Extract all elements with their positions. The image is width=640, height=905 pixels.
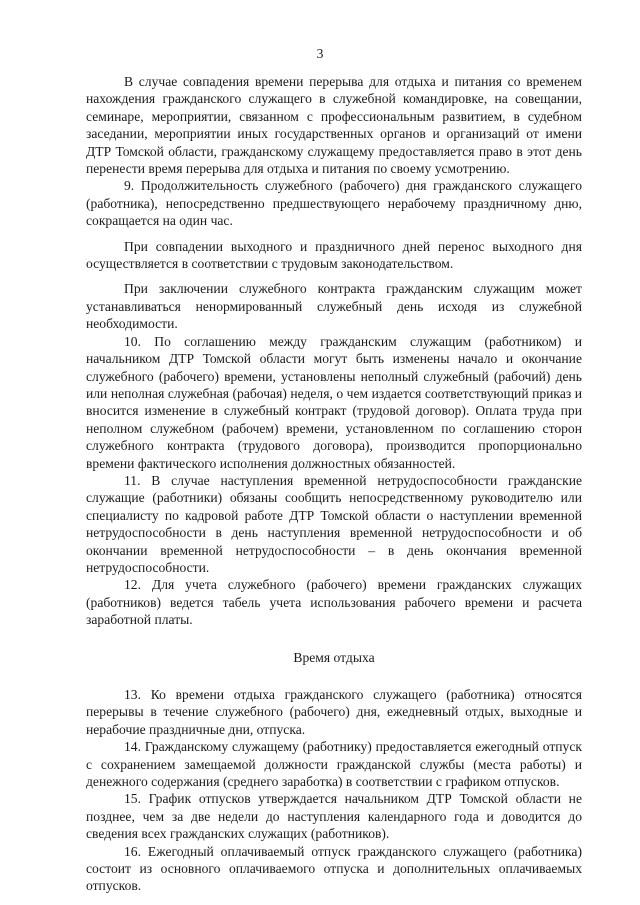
paragraph-12: 12. Для учета служебного (рабочего) времени гражданских служащих (работников) ведется табель учета использования рабочего времени и расчета заработной платы. bbox=[86, 577, 582, 628]
paragraph-break-overlap: В случае совпадения времени перерыва для отдыха и питания со временем нахождения гражданского служащего в служебной командировке, на совещании, семинаре, мероприятии, связанном с профессиональным развитием, в судебном заседании, мероприятии иных государственных органов и организаций от имени ДТР Томской области, гражданскому служащему предоставляется право в этот день перенести время перерыва для отдыха и питания по своему усмотрению. bbox=[86, 74, 582, 177]
paragraph-15: 15. График отпусков утверждается начальником ДТР Томской области не позднее, чем за две недели до наступления календарного года и доводится до сведения всех гражданских служащих (работников). bbox=[86, 791, 582, 842]
paragraph-9: 9. Продолжительность служебного (рабочего) дня гражданского служащего (работника), непосредственно предшествующего нерабочему праздничному дню, сокращается на один час. bbox=[86, 178, 582, 229]
paragraph-11: 11. В случае наступления временной нетрудоспособности гражданские служащие (работники) обязаны сообщить непосредственному руководителю или специалисту по кадровой работе ДТР Томской области о наступлении временной нетрудоспособности в день наступления временной нетрудоспособности и об окончании временной нетрудоспособности – в день окончания временной нетрудоспособности. bbox=[86, 472, 582, 575]
paragraph-13: 13. Ко времени отдыха гражданского служащего (работника) относятся перерывы в течение служебного (рабочего) дня, ежедневный отдых, выходные и нерабочие праздничные дни, отпуска. bbox=[86, 687, 582, 737]
document-body bbox=[86, 73, 582, 895]
paragraph-holiday-transfer: При совпадении выходного и праздничного дней перенос выходного дня осуществляется в соответствии с трудовым законодательством. bbox=[86, 238, 582, 272]
paragraph-16: 16. Ежегодный оплачиваемый отпуск гражданского служащего (работника) состоит из основного оплачиваемого отпуска и дополнительных оплачиваемых отпусков. bbox=[86, 843, 582, 894]
page-number: 3 bbox=[316, 46, 324, 61]
section-heading: Время отдыха bbox=[293, 649, 375, 665]
paragraph-irregular-day: При заключении служебного контракта гражданским служащим может устанавливаться ненормированный служебный день исходя из служебной необходимости. bbox=[86, 281, 582, 332]
paragraph-14: 14. Гражданскому служащему (работнику) предоставляется ежегодный отпуск с сохранением замещаемой должности гражданской службы (места работы) и денежного содержания (среднего заработка) в соответствии с графиком отпусков. bbox=[86, 739, 582, 790]
paragraph-10: 10. По соглашению между гражданским служащим (работником) и начальником ДТР Томской области могут быть изменены начало и окончание служебного (рабочего) времени, установлены неполный служебный (рабочий) день или неполная служебная (рабочая) неделя, о чем издается соответствующий приказ и вносится изменение в служебный контракт (трудовой договор). Оплата труда при неполном служебном (рабочем) времени, установленном по соглашению сторон служебного контракта (трудового договора), производится пропорционально времени фактического исполнения должностных обязанностей. bbox=[86, 333, 582, 471]
